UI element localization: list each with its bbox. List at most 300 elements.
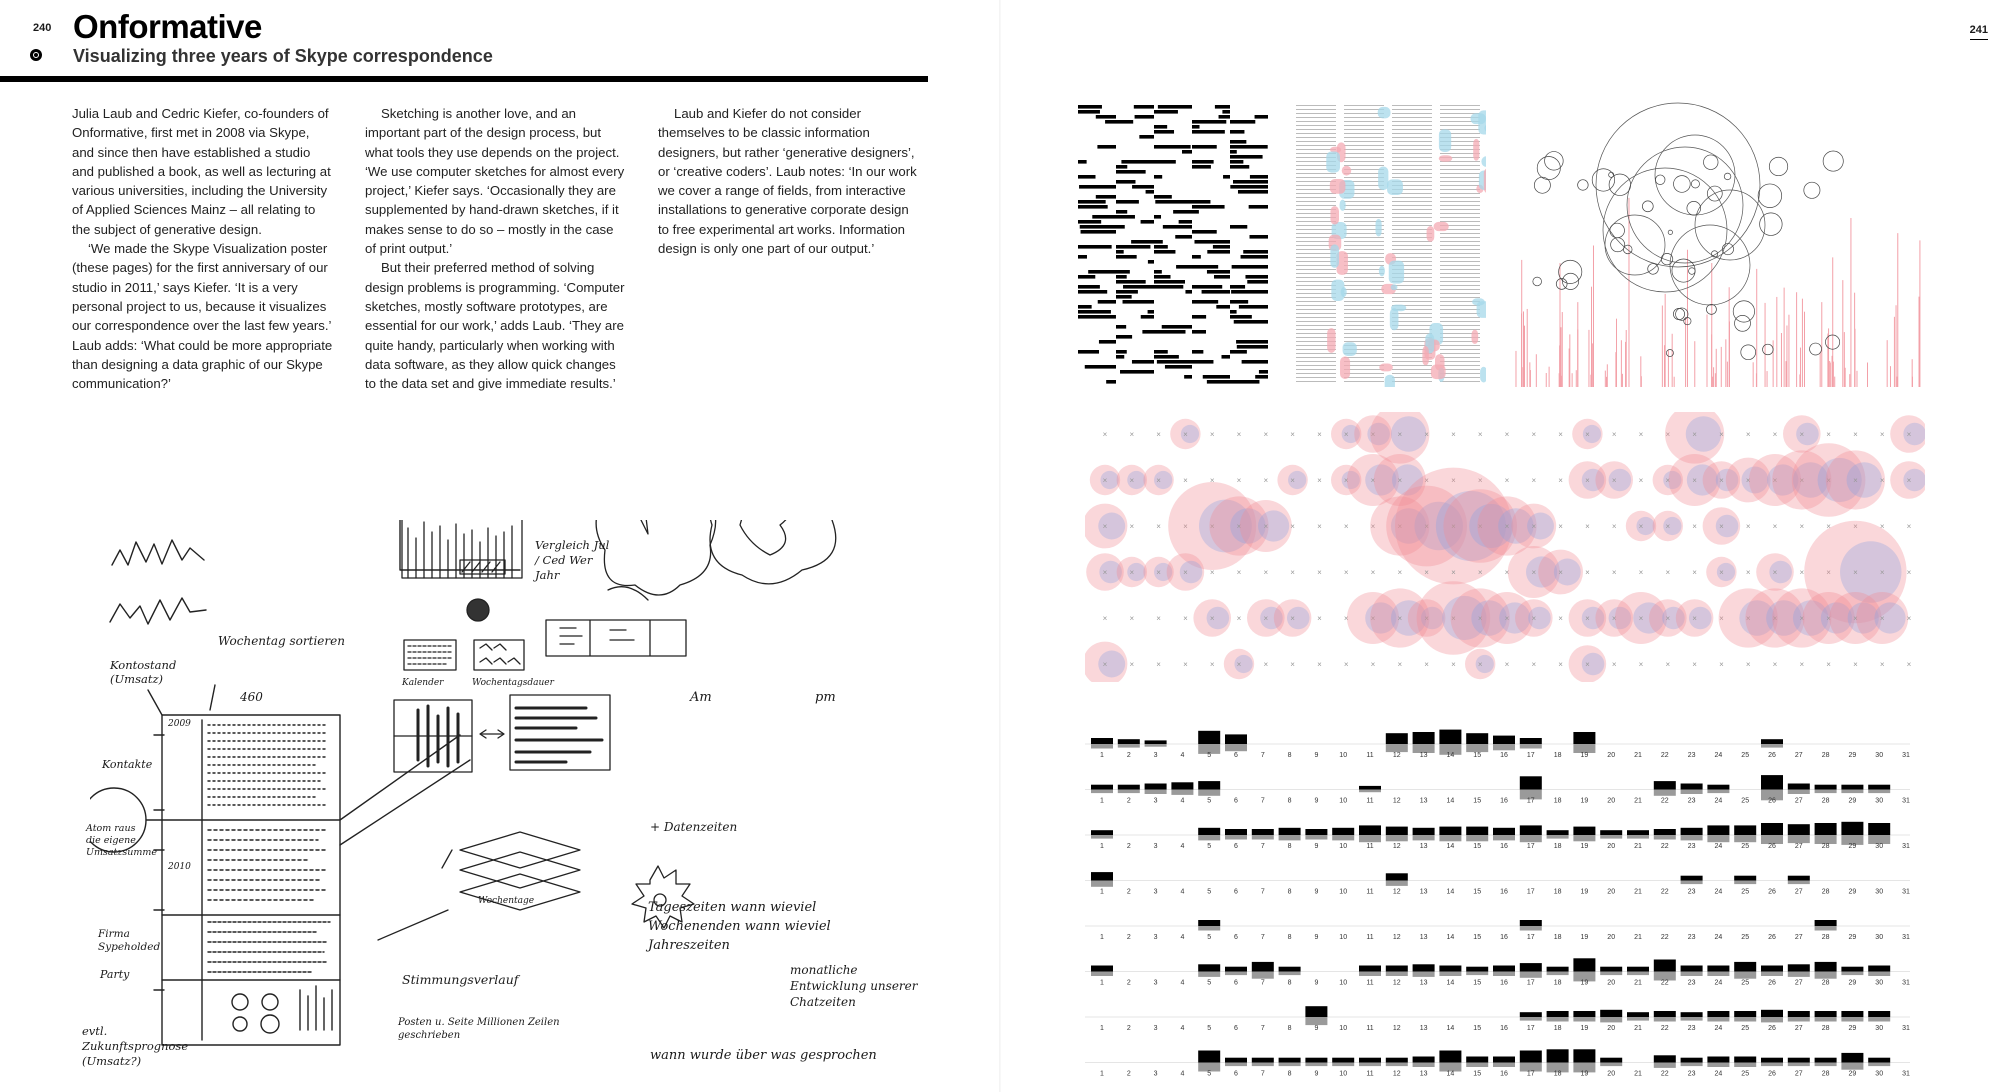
matrix-bar	[1176, 265, 1192, 269]
bubble-cross: ×	[1906, 522, 1912, 531]
grid-line	[1296, 121, 1336, 122]
day-bar-black	[1091, 966, 1113, 972]
matrix-bar	[1230, 150, 1237, 154]
matrix-bar	[1116, 350, 1127, 354]
day-bar-black	[1573, 1011, 1595, 1017]
data-blob	[1340, 200, 1346, 211]
day-label: 23	[1687, 979, 1696, 987]
day-label: 16	[1500, 797, 1508, 805]
day-bar-grey	[1573, 835, 1595, 841]
bubble-cross: ×	[1236, 614, 1242, 623]
bubble-cross: ×	[1826, 568, 1831, 577]
day-bar-black	[1493, 828, 1515, 835]
bubble-cross: ×	[1370, 660, 1376, 669]
matrix-bar	[1154, 130, 1174, 134]
grid-line	[1296, 321, 1336, 322]
bubble-cross: ×	[1424, 430, 1429, 439]
grid-line	[1344, 305, 1384, 306]
day-label: 20	[1607, 888, 1616, 896]
data-circle	[1655, 135, 1735, 215]
bubble-cross: ×	[1397, 476, 1403, 485]
day-label: 23	[1687, 843, 1696, 850]
grid-line	[1344, 177, 1384, 178]
day-label: 19	[1580, 934, 1589, 941]
matrix-bar	[1223, 175, 1230, 179]
matrix-bar	[1192, 210, 1199, 214]
grid-line	[1296, 229, 1336, 230]
bubble-cross: ×	[1799, 568, 1805, 577]
grid-line	[1440, 201, 1480, 202]
day-label: 9	[1314, 934, 1319, 941]
bubble-cross: ×	[1826, 476, 1831, 485]
day-label: 8	[1287, 843, 1292, 850]
grid-line	[1296, 305, 1336, 306]
sketch-note: Wochentage	[478, 896, 535, 906]
data-blob	[1389, 261, 1404, 284]
matrix-bar	[1192, 255, 1201, 259]
day-label: 29	[1848, 979, 1857, 987]
matrix-bar	[1238, 190, 1268, 194]
day-bar-black	[1815, 920, 1837, 926]
day-label: 6	[1234, 1070, 1238, 1078]
day-bar-grey	[1171, 790, 1193, 795]
title-rule	[0, 76, 928, 82]
bubble-cross: ×	[1906, 660, 1912, 669]
day-label: 29	[1848, 843, 1857, 850]
bubble-cross: ×	[1906, 476, 1912, 485]
day-label: 13	[1419, 843, 1428, 850]
grid-line	[1296, 145, 1336, 146]
day-bar-grey	[1466, 1063, 1488, 1068]
sketch-note: pm	[815, 690, 836, 705]
bubble-rows-visualization	[1085, 412, 1925, 682]
day-label: 6	[1234, 888, 1238, 896]
day-label: 30	[1875, 752, 1884, 759]
bubble-blue	[1686, 416, 1722, 452]
grid-line	[1296, 193, 1336, 194]
day-label: 23	[1687, 797, 1696, 805]
day-bar-grey	[1841, 972, 1863, 976]
day-label: 11	[1366, 1070, 1374, 1078]
sketch-note: 2010	[168, 862, 191, 872]
day-bar-grey	[1520, 1017, 1542, 1021]
day-bar-black	[1118, 785, 1140, 790]
data-circle	[1562, 273, 1578, 289]
day-bar-black	[1386, 733, 1408, 744]
matrix-bar	[1078, 160, 1087, 164]
day-label: 24	[1714, 888, 1723, 896]
day-label: 20	[1607, 979, 1616, 987]
grid-line	[1392, 153, 1432, 154]
day-label: 1	[1100, 1025, 1104, 1032]
data-blob	[1331, 280, 1344, 301]
matrix-bar	[1247, 280, 1268, 284]
day-label: 11	[1366, 843, 1374, 850]
day-label: 22	[1660, 797, 1669, 805]
data-blob	[1340, 357, 1350, 379]
day-bar-grey	[1520, 926, 1542, 931]
day-bar-grey	[1600, 1063, 1622, 1067]
bubble-cross: ×	[1370, 476, 1376, 485]
grid-line	[1440, 109, 1480, 110]
day-label: 22	[1660, 934, 1669, 941]
grid-line	[1440, 249, 1480, 250]
text-column-3	[658, 104, 920, 258]
day-label: 5	[1207, 752, 1212, 759]
matrix-bar	[1116, 170, 1146, 174]
day-label: 23	[1687, 1070, 1696, 1078]
day-bar-black	[1600, 1058, 1622, 1063]
bubble-cross: ×	[1504, 660, 1510, 669]
grid-line	[1296, 125, 1336, 126]
matrix-bar	[1146, 190, 1154, 194]
grid-line	[1440, 317, 1480, 318]
bubble-cross: ×	[1719, 476, 1724, 485]
day-label: 14	[1446, 1070, 1455, 1078]
day-bar-grey	[1815, 1017, 1837, 1022]
grid-line	[1392, 205, 1432, 206]
sketch-note: Party	[100, 968, 130, 981]
day-label: 2	[1126, 1070, 1131, 1078]
grid-line	[1344, 253, 1384, 254]
data-circle	[1661, 253, 1672, 264]
day-bar-black	[1198, 781, 1220, 789]
bubble-cross: ×	[1209, 614, 1215, 623]
data-blob	[1330, 179, 1346, 194]
grid-line	[1344, 261, 1384, 262]
grid-line	[1440, 217, 1480, 218]
day-bar-black	[1841, 785, 1863, 790]
day-label: 18	[1553, 843, 1562, 850]
day-label: 21	[1634, 934, 1642, 941]
bubble-cross: ×	[1745, 430, 1751, 439]
bubble-cross: ×	[1263, 568, 1269, 577]
data-blob	[1327, 328, 1335, 353]
grid-line	[1344, 209, 1384, 210]
day-bar-black	[1788, 876, 1810, 881]
matrix-bar	[1154, 355, 1179, 359]
day-label: 22	[1660, 1025, 1669, 1032]
day-bar-grey	[1413, 835, 1435, 840]
bubble-cross: ×	[1558, 568, 1563, 577]
day-bar-grey	[1815, 1063, 1837, 1067]
bubble-cross: ×	[1370, 614, 1376, 623]
day-bar-black	[1359, 966, 1381, 972]
day-bar-grey	[1493, 744, 1515, 750]
matrix-bar	[1194, 240, 1230, 244]
day-bar-grey	[1788, 790, 1810, 795]
grid-line	[1440, 325, 1480, 326]
day-label: 11	[1366, 752, 1374, 759]
bubble-cross: ×	[1477, 614, 1483, 623]
matrix-bar	[1192, 120, 1226, 124]
bubble-cross: ×	[1183, 430, 1188, 439]
bubble-cross: ×	[1156, 614, 1161, 623]
grid-line	[1296, 253, 1336, 254]
data-blob	[1484, 168, 1486, 194]
matrix-bar	[1078, 200, 1106, 204]
day-label: 30	[1875, 797, 1884, 805]
day-bar-black	[1252, 962, 1274, 972]
grid-line	[1440, 205, 1480, 206]
grid-line	[1392, 161, 1432, 162]
day-bar-grey	[1654, 1063, 1676, 1068]
bubble-cross: ×	[1692, 568, 1697, 577]
grid-line	[1344, 121, 1384, 122]
day-bar-black	[1868, 823, 1890, 835]
grid-line	[1344, 281, 1384, 282]
grid-line	[1344, 109, 1384, 110]
data-circle	[1673, 308, 1684, 319]
matrix-bar	[1255, 115, 1268, 119]
day-label: 10	[1339, 1070, 1348, 1078]
bubble-cross: ×	[1879, 660, 1885, 669]
day-bar-black	[1198, 1051, 1220, 1063]
day-bar-black	[1788, 824, 1810, 835]
matrix-bar	[1221, 355, 1230, 359]
bubble-blue	[1391, 416, 1427, 452]
day-label: 13	[1419, 1070, 1428, 1078]
day-bar-black	[1145, 784, 1167, 790]
data-circle	[1704, 155, 1719, 170]
data-circle	[1724, 173, 1731, 180]
matrix-bar	[1141, 220, 1154, 224]
data-circle	[1691, 180, 1699, 188]
day-bar-black	[1547, 830, 1569, 835]
bubble-cross: ×	[1638, 614, 1644, 623]
bubble-cross: ×	[1317, 568, 1322, 577]
day-bar-grey	[1252, 835, 1274, 840]
day-label: 13	[1419, 1025, 1428, 1032]
bubble-cross: ×	[1665, 522, 1671, 531]
day-label: 2	[1126, 752, 1131, 759]
grid-line	[1392, 177, 1432, 178]
day-label: 8	[1287, 979, 1292, 987]
day-label: 5	[1207, 888, 1212, 896]
sketch-note: evtl. Zukunftsprognose (Umsatz?)	[82, 1024, 189, 1068]
day-bar-black	[1841, 1011, 1863, 1017]
grid-line	[1440, 189, 1480, 190]
data-blob	[1477, 301, 1486, 318]
grid-line	[1296, 353, 1336, 354]
grid-line	[1440, 309, 1480, 310]
matrix-bar	[1106, 380, 1116, 384]
day-label: 20	[1607, 797, 1616, 805]
day-label: 29	[1848, 752, 1857, 759]
day-label: 12	[1392, 934, 1401, 941]
matrix-bar	[1230, 120, 1255, 124]
grid-line	[1440, 269, 1480, 270]
bubble-cross: ×	[1102, 430, 1108, 439]
bubble-cross: ×	[1772, 430, 1778, 439]
data-blob	[1390, 308, 1399, 330]
day-label: 31	[1902, 979, 1910, 987]
day-bar-grey	[1707, 835, 1729, 842]
grid-line	[1296, 213, 1336, 214]
grid-line	[1392, 141, 1432, 142]
page-subtitle: Visualizing three years of Skype correspondence	[73, 46, 493, 66]
day-label: 25	[1741, 752, 1750, 759]
day-bar-black	[1707, 1057, 1729, 1063]
day-label: 18	[1553, 797, 1562, 805]
matrix-bar	[1192, 265, 1218, 269]
bubble-cross: ×	[1263, 522, 1269, 531]
bubble-cross: ×	[1585, 568, 1590, 577]
day-bar-grey	[1815, 790, 1837, 794]
day-bar-black	[1466, 1057, 1488, 1063]
day-bar-grey	[1681, 972, 1703, 977]
data-blob	[1387, 179, 1403, 195]
grid-line	[1440, 273, 1480, 274]
matrix-bar	[1078, 220, 1101, 224]
day-bar-grey	[1600, 1017, 1622, 1022]
day-bar-grey	[1413, 972, 1435, 977]
bubble-cross: ×	[1772, 660, 1778, 669]
matrix-bar	[1116, 355, 1124, 359]
grid-line	[1392, 221, 1432, 222]
day-label: 28	[1821, 752, 1830, 759]
grid-line	[1440, 197, 1480, 198]
day-label: 28	[1821, 1025, 1830, 1032]
day-label: 17	[1526, 934, 1535, 941]
grid-line	[1344, 301, 1384, 302]
day-label: 19	[1580, 797, 1589, 805]
bubble-cross: ×	[1906, 568, 1912, 577]
data-circle	[1741, 345, 1756, 360]
day-bar-black	[1573, 827, 1595, 835]
matrix-bar	[1078, 245, 1112, 249]
grid-line	[1392, 121, 1432, 122]
paragraph: Sketching is another love, and an important part of the design process, but what tools they use depends on the project. ‘We use computer sketches for almost every project,’ Kiefer says. ‘Occasionally they are supplemented by hand-drawn sketches, if it makes sense to do so – mostly in the case of print output.’	[365, 106, 625, 257]
sketch-note: Wochentagsdauer	[472, 678, 554, 688]
day-label: 9	[1314, 888, 1319, 896]
bubble-cross: ×	[1638, 660, 1644, 669]
day-bar-black	[1439, 966, 1461, 972]
day-label: 14	[1446, 752, 1455, 759]
matrix-bar	[1154, 285, 1183, 289]
grid-line	[1344, 245, 1384, 246]
grid-line	[1296, 197, 1336, 198]
day-bar-grey	[1091, 835, 1113, 839]
matrix-bar	[1081, 230, 1116, 234]
day-label: 31	[1902, 752, 1910, 759]
day-label: 26	[1768, 843, 1776, 850]
grid-line	[1296, 141, 1336, 142]
day-label: 26	[1768, 1025, 1776, 1032]
grid-line	[1344, 129, 1384, 130]
bubble-cross: ×	[1853, 476, 1858, 485]
bubble-cross: ×	[1665, 568, 1671, 577]
grid-line	[1392, 113, 1432, 114]
day-bar-grey	[1386, 1063, 1408, 1067]
bubble-blue	[1847, 462, 1883, 498]
grid-line	[1344, 161, 1384, 162]
day-label: 15	[1473, 888, 1482, 896]
day-label: 3	[1153, 934, 1158, 941]
day-bar-grey	[1547, 1017, 1569, 1022]
bubble-cross: ×	[1477, 476, 1483, 485]
matrix-bar	[1154, 215, 1161, 219]
grid-line	[1440, 369, 1480, 370]
grid-line	[1440, 261, 1480, 262]
matrix-bar	[1078, 110, 1100, 114]
day-label: 8	[1287, 1025, 1292, 1032]
bubble-cross: ×	[1343, 568, 1349, 577]
day-bar-black	[1439, 827, 1461, 835]
day-bar-black	[1734, 1011, 1756, 1017]
day-label: 27	[1794, 843, 1803, 850]
data-circle	[1642, 201, 1653, 212]
bubble-cross: ×	[1477, 660, 1483, 669]
bubble-cross: ×	[1451, 476, 1456, 485]
grid-line	[1344, 141, 1384, 142]
day-label: 13	[1419, 934, 1428, 941]
grid-line	[1296, 261, 1336, 262]
matrix-bar	[1116, 290, 1138, 294]
grid-line	[1440, 377, 1480, 378]
bubble-cross: ×	[1236, 568, 1242, 577]
matrix-bar	[1078, 290, 1107, 294]
day-label: 26	[1768, 797, 1776, 805]
matrix-bar	[1120, 370, 1154, 374]
day-label: 11	[1366, 1025, 1374, 1032]
matrix-bar	[1154, 270, 1162, 274]
sketch-note: 2009	[168, 719, 191, 729]
matrix-bar	[1139, 135, 1154, 139]
day-bar-grey	[1681, 1063, 1703, 1067]
bubble-cross: ×	[1853, 614, 1858, 623]
day-label: 24	[1714, 843, 1723, 850]
day-label: 7	[1260, 979, 1265, 987]
grid-line	[1344, 289, 1384, 290]
bubble-cross: ×	[1451, 614, 1456, 623]
bubble-cross: ×	[1317, 660, 1322, 669]
day-label: 19	[1580, 979, 1589, 987]
sketch-note: Posten u. Seite Millionen Zeilen geschrieben	[398, 1017, 560, 1041]
day-bar-black	[1761, 823, 1783, 835]
bubble-cross: ×	[1290, 660, 1295, 669]
day-bar-grey	[1654, 1017, 1676, 1022]
grid-line	[1344, 237, 1384, 238]
matrix-bar	[1230, 285, 1245, 289]
bubble-cross: ×	[1317, 614, 1322, 623]
day-bar-black	[1654, 1011, 1676, 1017]
grid-line	[1296, 365, 1336, 366]
grid-line	[1392, 249, 1432, 250]
day-label: 5	[1207, 1025, 1212, 1032]
day-bar-black	[1707, 785, 1729, 790]
day-bar-grey	[1359, 972, 1381, 977]
matrix-bar	[1080, 225, 1116, 229]
data-blob	[1439, 155, 1453, 161]
matrix-bar	[1192, 330, 1206, 334]
day-label: 23	[1687, 1025, 1696, 1032]
matrix-bar	[1230, 225, 1247, 229]
grid-line	[1392, 257, 1432, 258]
bubble-cross: ×	[1290, 476, 1295, 485]
day-label: 26	[1768, 979, 1776, 987]
day-label: 6	[1234, 752, 1238, 759]
bubble-cross: ×	[1156, 476, 1161, 485]
day-label: 25	[1741, 1070, 1750, 1078]
matrix-bar	[1230, 350, 1247, 354]
bubble-cross: ×	[1343, 614, 1349, 623]
day-bar-black	[1868, 785, 1890, 790]
data-circle	[1687, 201, 1701, 215]
bubble-cross: ×	[1611, 568, 1617, 577]
grid-line	[1440, 265, 1480, 266]
day-label: 15	[1473, 979, 1482, 987]
